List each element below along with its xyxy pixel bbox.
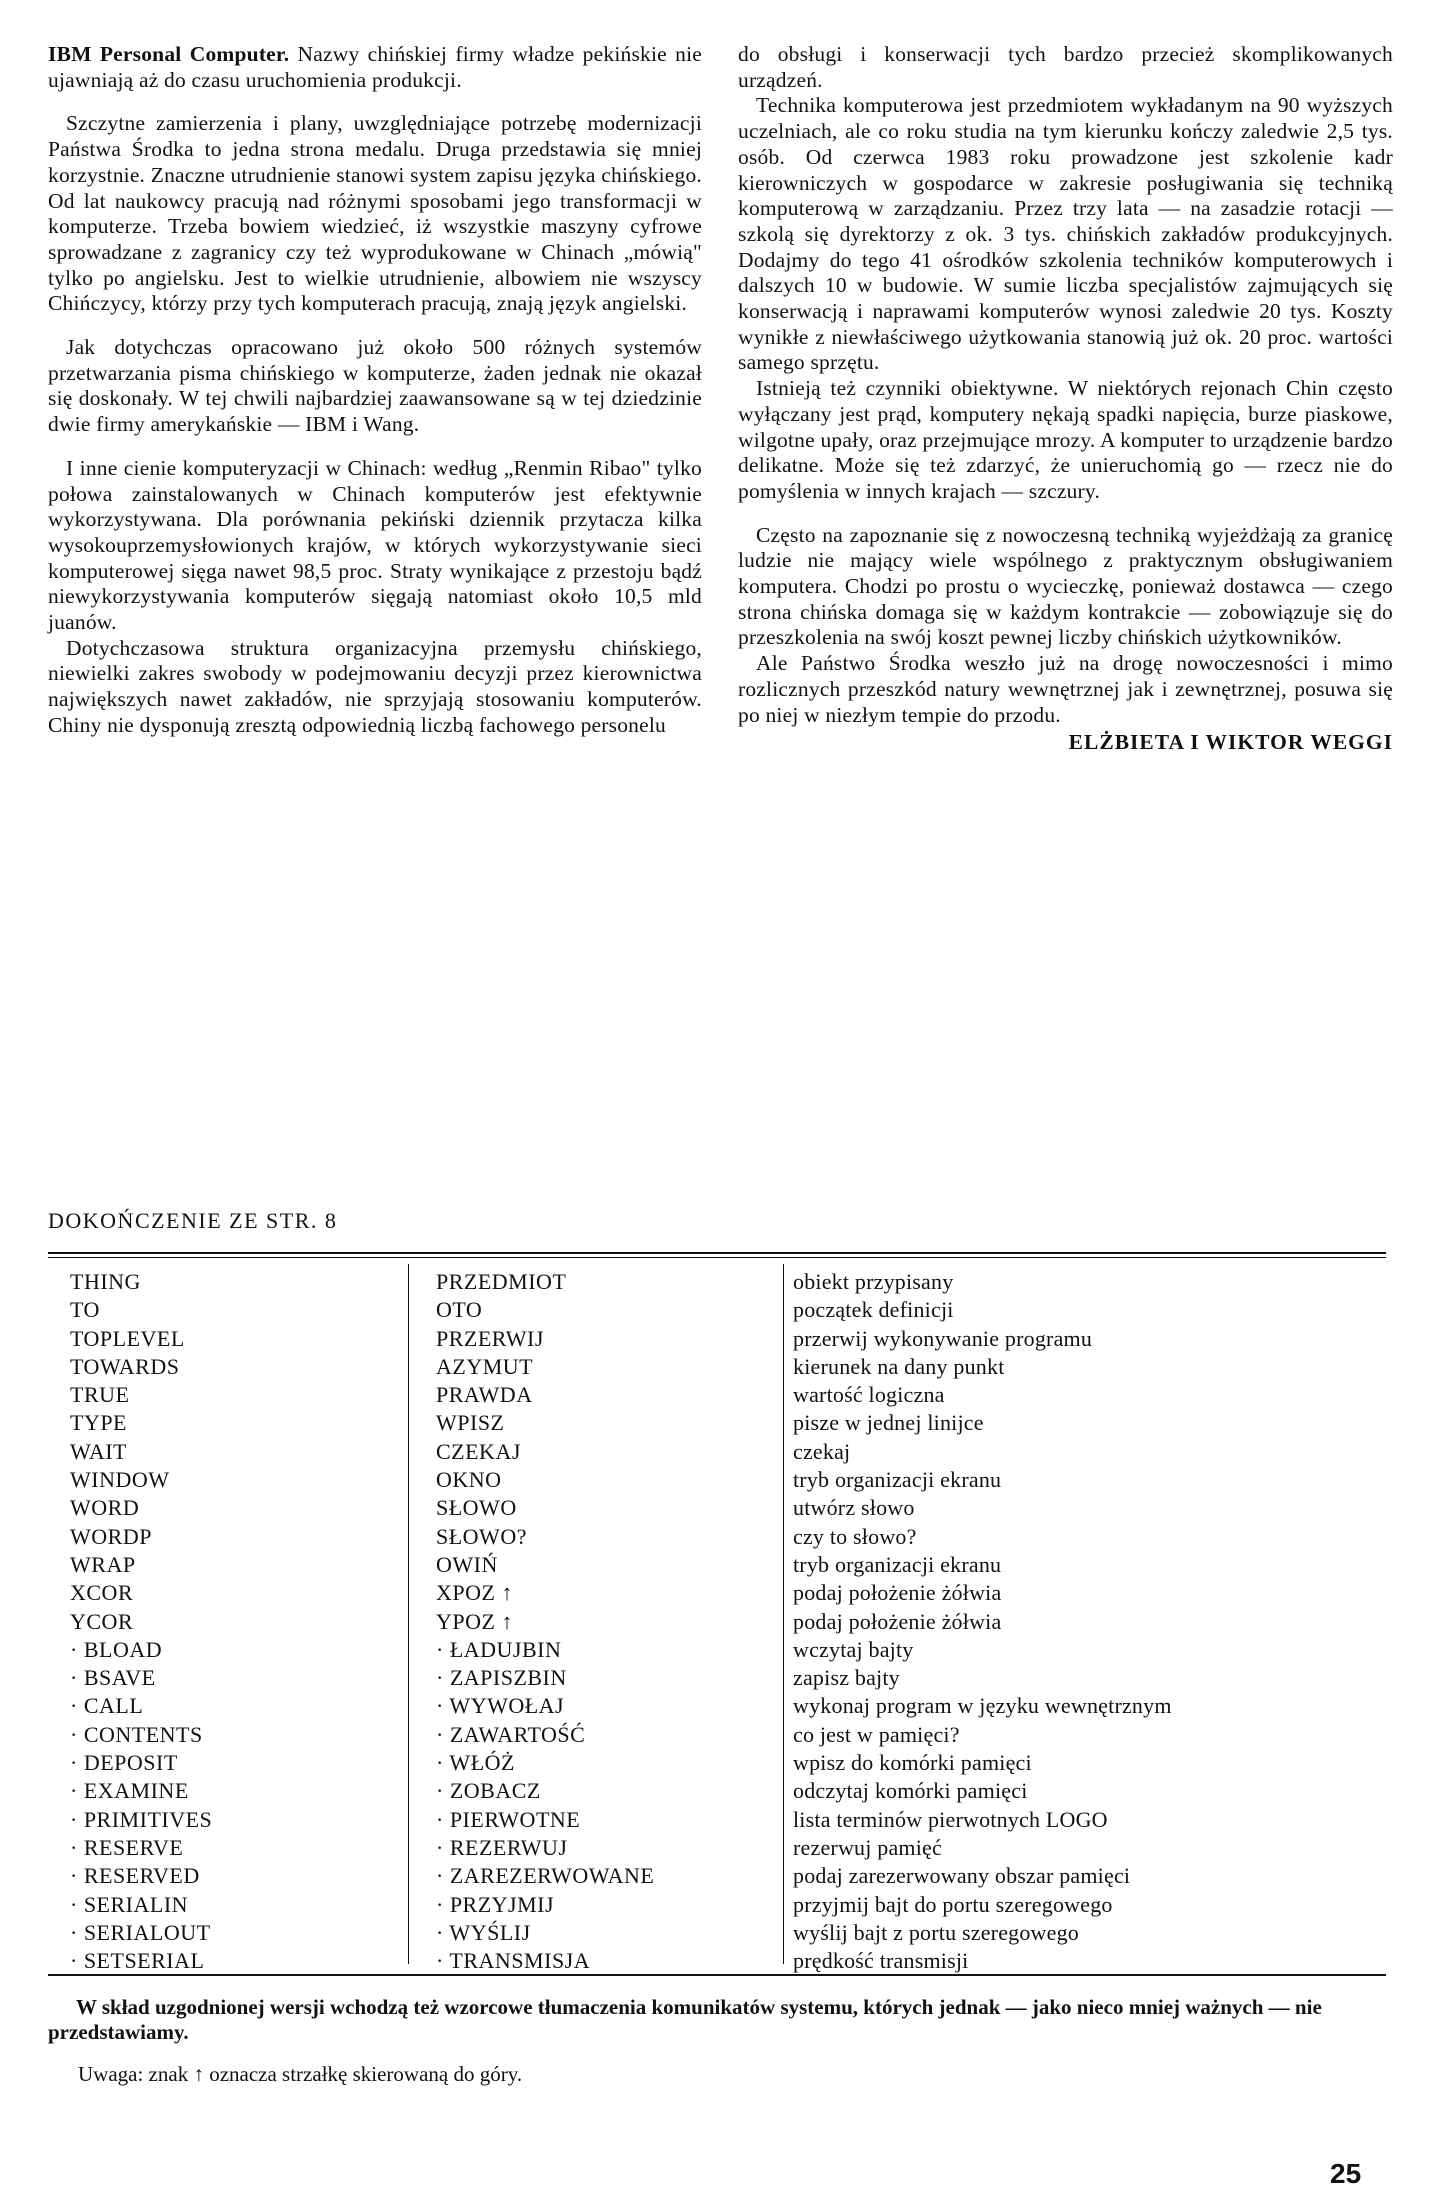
polish-term: · PIERWOTNE [436,1806,581,1832]
paragraph-text: Nazwy chińskiej firmy władze pekińskie nie ujawniają aż do czasu uruchomienia produkcji. [48,42,702,92]
paragraph: Dotychczasowa struktura organizacyjna przemysłu chińskiego, niewielki zakres swobody w podejmowaniu decyzji przez kierownictwa największych nawet zakładów, nie sprzyjają stosowaniu komputerów. Chiny nie dysponują zresztą odpowiednią liczbą fachowego personelu [48,635,702,737]
polish-term: · ZAREZERWOWANE [436,1863,655,1889]
polish-term: · ZAPISZBIN [436,1665,567,1691]
english-terms-column [70,1268,420,1975]
english-term: WRAP [70,1551,136,1577]
polish-term: SŁOWO? [436,1523,527,1549]
polish-term: PRZERWIJ [436,1325,544,1351]
polish-term: · ŁADUJBIN [436,1636,562,1662]
term-description: czekaj [793,1438,851,1464]
english-term: · PRIMITIVES [70,1806,213,1832]
polish-term: YPOZ ↑ [436,1608,513,1634]
paragraph: Technika komputerowa jest przedmiotem wykładanym na 90 wyższych uczelniach, ale co roku studia na tym kierunku kończy zaledwie 2,5 tys. osób. Od czerwca 1983 roku prowadzone jest szkolenie kadr kierowniczych w gospodarce w zakresie posługiwania się techniką komputerową w zarządzaniu. Przez trzy lata — na zasadzie rotacji — szkolą się dyrektorzy z ok. 3 tys. chińskich zakładów produkcyjnych. Dodajmy do tego 41 ośrodków szkolenia techników komputerowych i dalszych 10 w budowie. W sumie liczba specjalistów zajmujących się konserwacją i naprawami komputerów wynosi zaledwie 20 tys. Koszty wynikłe z niewłaściwego użytkowania stanowią już ok. 20 proc. wartości samego sprzętu. [738,93,1393,375]
polish-term: · TRANSMISJA [436,1948,591,1974]
paragraph: Ale Państwo Środka weszło już na drogę nowoczesności i mimo rozlicznych przeszkód natury wewnętrznej jak i zewnętrznej, posuwa się po niej w niezłym tempie do przodu. [738,651,1393,727]
term-description: zapisz bajty [793,1665,900,1691]
term-description: obiekt przypisany [793,1269,954,1294]
polish-term: · WYWOŁAJ [436,1693,565,1719]
polish-term: · PRZYJMIJ [436,1891,555,1917]
polish-term: PRAWDA [436,1382,533,1408]
logo-glossary-table [48,1252,1386,1976]
english-term: YCOR [70,1608,134,1634]
term-description: wpisz do komórki pamięci [793,1750,1032,1776]
term-description: przerwij wykonywanie programu [793,1325,1093,1351]
descriptions-column [793,1268,1373,1975]
english-term: · CONTENTS [70,1721,203,1747]
term-description: co jest w pamięci? [793,1721,960,1747]
polish-term: · ZAWARTOŚĆ [436,1721,586,1747]
english-term: WORDP [70,1523,152,1549]
polish-term: · ZOBACZ [436,1778,541,1804]
paragraph: Istnieją też czynniki obiektywne. W niektórych rejonach Chin często wyłączany jest prąd, komputery nękają spadki napięcia, burze piaskowe, wilgotne upały, oraz przejmujące mrozy. A komputer to urządzenie bardzo delikatne. Może się też zdarzyć, że unieruchomią go — rzecz nie do pomyślenia w innych krajach — szczury. [738,376,1393,503]
term-description: przyjmij bajt do portu szeregowego [793,1891,1113,1917]
english-term: · SETSERIAL [70,1948,205,1974]
english-term: · BLOAD [70,1636,163,1662]
term-description: wczytaj bajty [793,1636,914,1662]
paragraph: Szczytne zamierzenia i plany, uwzględniające potrzebę modernizacji Państwa Środka to jedna strona medalu. Druga przedstawia się mniej korzystnie. Znaczne utrudnienie stanowi system zapisu języka chińskiego. Od lat naukowcy pracują nad różnymi sposobami jego transformacji w komputerze. Trzeba bowiem wiedzieć, iż wszystkie maszyny cyfrowe sprowadzane z zagranicy czy też wyprodukowane w Chinach „mówią" tylko po angielsku. Jest to wielkie utrudnienie, albowiem nie wszyscy Chińczycy, którzy przy tych komputerach pracują, znają język angielski. [48,111,702,316]
column-divider [783,1264,784,1964]
english-term: TOPLEVEL [70,1325,185,1351]
term-description: wartość logiczna [793,1382,945,1408]
paragraph-lead: IBM Personal Computer. [48,42,290,66]
polish-term: OKNO [436,1467,502,1493]
term-description: początek definicji [793,1297,954,1323]
article-right-column [738,42,1393,756]
paragraph: Jak dotychczas opracowano już około 500 różnych systemów przetwarzania pisma chińskiego w komputerze, żaden jednak nie okazał się doskonały. W tej chwili najbardziej zaawansowane są w tej dziedzinie dwie firmy amerykańskie — IBM i Wang. [48,335,702,437]
english-term: THING [70,1269,141,1294]
english-term: WORD [70,1495,140,1521]
term-description: pisze w jednej linijce [793,1410,984,1436]
term-description: odczytaj komórki pamięci [793,1778,1028,1804]
polish-term: PRZEDMIOT [436,1269,567,1294]
english-term: · RESERVED [70,1863,200,1889]
polish-term: · WYŚLIJ [436,1919,531,1945]
polish-term: SŁOWO [436,1495,517,1521]
paragraph [48,42,702,93]
polish-term: OWIŃ [436,1551,498,1577]
polish-terms-column [436,1268,776,1975]
footnote-note: W skład uzgodnionej wersji wchodzą też wzorcowe tłumaczenia komunikatów systemu, których jednak — jako nieco mniej ważnych — nie przedstawiamy. [48,1995,1322,2044]
english-term: · DEPOSIT [70,1750,178,1776]
term-description: podaj zarezerwowany obszar pamięci [793,1863,1131,1889]
polish-term: XPOZ ↑ [436,1580,513,1606]
continuation-heading: DOKOŃCZENIE ZE STR. 8 [48,1208,338,1233]
term-description: wykonaj program w języku wewnętrznym [793,1693,1172,1719]
english-term: WINDOW [70,1467,170,1493]
paragraph: Często na zapoznanie się z nowoczesną techniką wyjeżdżają za granicę ludzie nie mający wiele wspólnego z praktycznym obsługiwaniem komputera. Chodzi po prostu o wycieczkę, ponieważ dostawca — czego strona chińska domaga się w każdym kontrakcie — zobowiązuje się do przeszkolenia na swój koszt pewnej liczby chińskich użytkowników. [738,522,1393,650]
polish-term: OTO [436,1297,483,1323]
english-term: · SERIALOUT [70,1919,211,1945]
polish-term: · WŁÓŻ [436,1750,515,1776]
english-term: · BSAVE [70,1665,156,1691]
english-term: · EXAMINE [70,1778,189,1804]
term-description: utwórz słowo [793,1495,915,1521]
english-term: · SERIALIN [70,1891,189,1917]
english-term: TOWARDS [70,1353,180,1379]
footnote-arrow-note: Uwaga: znak ↑ oznacza strzałkę skierowaną do góry. [78,2062,523,2086]
term-description: tryb organizacji ekranu [793,1551,1002,1577]
english-term: · CALL [70,1693,144,1719]
english-term: WAIT [70,1438,127,1464]
article-left-column [48,42,702,739]
english-term: XCOR [70,1580,134,1606]
english-term: TO [70,1297,100,1323]
paragraph: I inne cienie komputeryzacji w Chinach: według „Renmin Ribao" tylko połowa zainstalowanych w Chinach komputerów jest efektywnie wykorzystywana. Dla porównania pekiński dziennik przytacza kilka wysokouprzemysłowionych krajów, w których wykorzystywanie sieci komputerowej sięga nawet 98,5 proc. Straty wynikające z przestoju bądź niewykorzystywania komputerów sięgają natomiast około 10,5 mld juanów. [48,455,702,635]
term-description: lista terminów pierwotnych LOGO [793,1806,1108,1832]
term-description: kierunek na dany punkt [793,1353,1005,1379]
polish-term: · REZERWUJ [436,1834,568,1860]
english-term: TRUE [70,1382,130,1408]
english-term: · RESERVE [70,1834,184,1860]
term-description: rezerwuj pamięć [793,1834,942,1860]
term-description: tryb organizacji ekranu [793,1467,1002,1493]
article-signature: ELŻBIETA I WIKTOR WEGGI [1068,730,1393,755]
polish-term: WPISZ [436,1410,505,1436]
term-description: czy to słowo? [793,1523,917,1549]
english-term: TYPE [70,1410,127,1436]
paragraph: do obsługi i konserwacji tych bardzo przecież skomplikowanych urządzeń. [738,42,1393,92]
polish-term: AZYMUT [436,1353,534,1379]
term-description: wyślij bajt z portu szeregowego [793,1919,1080,1945]
polish-term: CZEKAJ [436,1438,521,1464]
term-description: prędkość transmisji [793,1948,969,1974]
term-description: podaj położenie żółwia [793,1608,1002,1634]
term-description: podaj położenie żółwia [793,1580,1002,1606]
page-number: 25 [1330,2158,1362,2189]
